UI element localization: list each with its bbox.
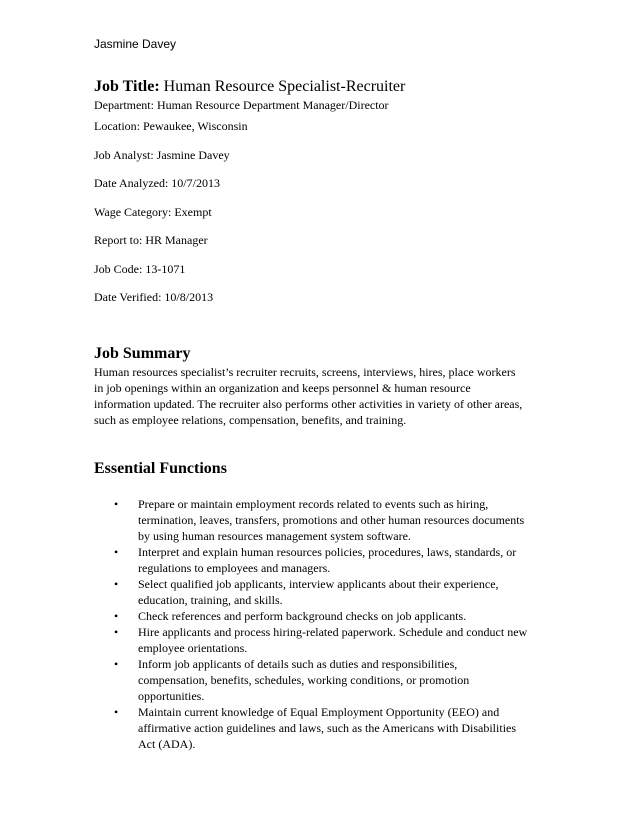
list-item	[94, 576, 554, 608]
list-item-line: opportunities.	[138, 689, 205, 703]
list-item	[94, 704, 554, 752]
essential-functions-list	[94, 496, 554, 752]
bullet-icon: •	[114, 577, 119, 591]
bullet-icon: •	[114, 625, 119, 639]
essential-functions-heading: Essential Functions	[94, 460, 227, 477]
list-item-line: education, training, and skills.	[138, 593, 283, 607]
list-item-line: compensation, benefits, schedules, working conditions, or promotion	[138, 673, 470, 687]
list-item-line: by using human resources management system software.	[138, 529, 411, 543]
bullet-icon: •	[114, 497, 119, 511]
job-title-value: Human Resource Specialist-Recruiter	[163, 78, 406, 95]
job-title-line	[94, 78, 405, 96]
location-field: Location: Pewaukee, Wisconsin	[94, 119, 248, 133]
list-item-line: Check references and perform background checks on job applicants.	[138, 609, 467, 623]
list-item-line: Inform job applicants of details such as duties and responsibilities,	[138, 657, 458, 671]
list-item	[94, 656, 554, 704]
summary-line: such as employee relations, compensation, benefits, and training.	[94, 413, 407, 427]
list-item-line: Interpret and explain human resources policies, procedures, laws, standards, or	[138, 545, 517, 559]
list-item-line: Act (ADA).	[138, 737, 196, 751]
job-summary-heading: Job Summary	[94, 345, 191, 362]
job-summary-paragraph	[94, 364, 546, 428]
bullet-icon: •	[114, 609, 119, 623]
summary-line: information updated. The recruiter also performs other activities in variety of other areas,	[94, 397, 523, 411]
job-title-label: Job Title:	[94, 78, 160, 95]
list-item-line: regulations to employees and managers.	[138, 561, 331, 575]
job-analyst-field: Job Analyst: Jasmine Davey	[94, 148, 230, 162]
list-item-line: Hire applicants and process hiring-related paperwork. Schedule and conduct new	[138, 625, 528, 639]
report-to-field: Report to: HR Manager	[94, 233, 208, 247]
list-item	[94, 496, 554, 544]
summary-line: in job openings within an organization and keeps personnel & human resource	[94, 381, 471, 395]
bullet-icon: •	[114, 705, 119, 719]
list-item-line: Maintain current knowledge of Equal Employment Opportunity (EEO) and	[138, 705, 500, 719]
list-item	[94, 608, 554, 624]
bullet-icon: •	[114, 657, 119, 671]
list-item-line: termination, leaves, transfers, promotions and other human resources documents	[138, 513, 525, 527]
list-item-line: Prepare or maintain employment records related to events such as hiring,	[138, 497, 489, 511]
job-code-field: Job Code: 13-1071	[94, 262, 186, 276]
date-analyzed-field: Date Analyzed: 10/7/2013	[94, 176, 220, 190]
bullet-icon: •	[114, 545, 119, 559]
date-verified-field: Date Verified: 10/8/2013	[94, 290, 214, 304]
list-item-line: employee orientations.	[138, 641, 248, 655]
list-item	[94, 544, 554, 576]
list-item-line: Select qualified job applicants, interview applicants about their experience,	[138, 577, 499, 591]
list-item-line: affirmative action guidelines and laws, such as the Americans with Disabilities	[138, 721, 517, 735]
summary-line: Human resources specialist’s recruiter recruits, screens, interviews, hires, place workers	[94, 365, 516, 379]
document-header-name: Jasmine Davey	[94, 37, 177, 51]
wage-category-field: Wage Category: Exempt	[94, 205, 212, 219]
list-item	[94, 624, 554, 656]
department-field: Department: Human Resource Department Manager/Director	[94, 98, 389, 112]
